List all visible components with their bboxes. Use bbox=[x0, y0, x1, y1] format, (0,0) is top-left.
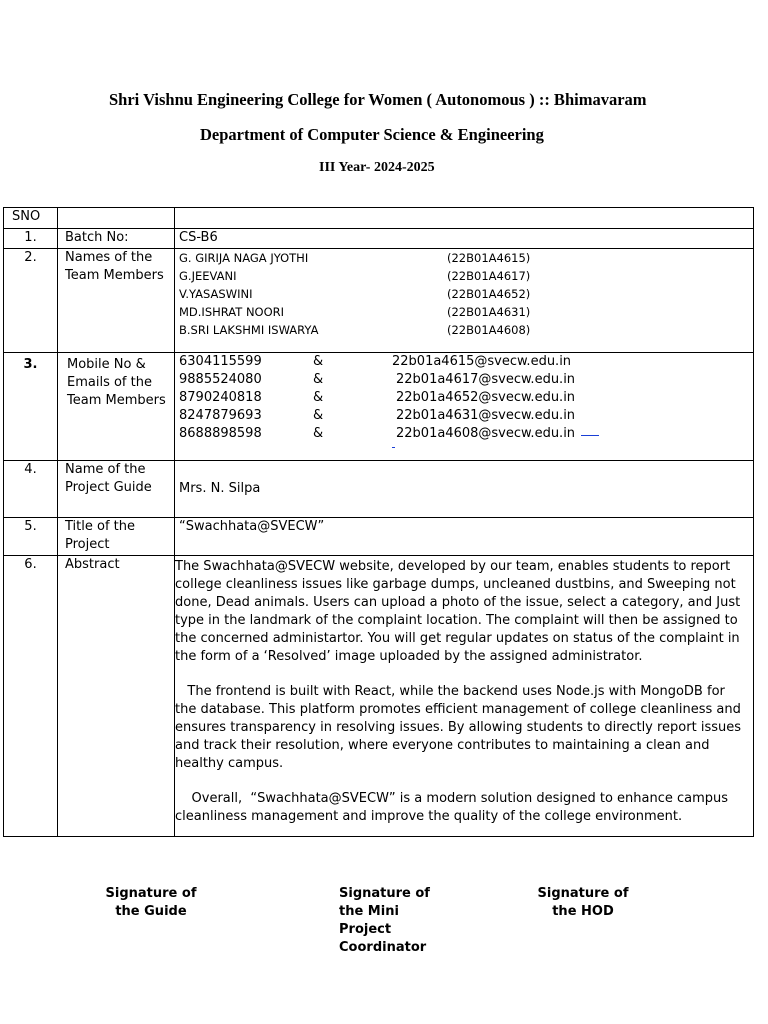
list-item bbox=[179, 389, 753, 407]
hyperlink-underline bbox=[581, 425, 599, 436]
row-label: Names of the Team Members bbox=[58, 249, 175, 353]
list-item bbox=[179, 321, 753, 339]
list-item bbox=[179, 249, 753, 267]
sno-header: SNO bbox=[4, 208, 58, 229]
row-label: Title of the Project bbox=[58, 518, 175, 556]
team-members-cell bbox=[175, 249, 754, 353]
phone-number: 9885524080 bbox=[179, 372, 262, 387]
row-sno: 1. bbox=[4, 229, 58, 249]
table-row bbox=[4, 461, 754, 518]
ampersand: & bbox=[313, 408, 324, 423]
row-label: Mobile No & Emails of the Team Members bbox=[58, 353, 175, 461]
phone-number: 6304115599 bbox=[179, 354, 262, 369]
phone-number: 8247879693 bbox=[179, 408, 262, 423]
member-roll: (22B01A4615) bbox=[447, 251, 531, 265]
member-name: V.YASASWINI bbox=[179, 287, 253, 301]
ampersand: & bbox=[313, 354, 324, 369]
coordinator-signature-label: Signature of the Mini Project Coordinator bbox=[339, 886, 430, 955]
list-item bbox=[179, 353, 753, 371]
phone-number: 8790240818 bbox=[179, 390, 262, 405]
row-label: Name of the Project Guide bbox=[58, 461, 175, 518]
email-address: 22b01a4608@svecw.edu.in bbox=[396, 426, 576, 441]
phone-number: 8688898598 bbox=[179, 426, 262, 441]
guide-name: Mrs. N. Silpa bbox=[175, 461, 754, 518]
table-row bbox=[4, 518, 754, 556]
stray-link-mark bbox=[179, 443, 753, 457]
member-name: G. GIRIJA NAGA JYOTHI bbox=[179, 251, 309, 265]
academic-year: III Year- 2024-2025 bbox=[319, 160, 435, 175]
member-name: MD.ISHRAT NOORI bbox=[179, 305, 285, 319]
abstract-text bbox=[175, 556, 754, 837]
abstract-paragraph: Overall, “Swachhata@SVECW” is a modern solution designed to enhance campus cleanliness management and improve the quality of the college environment. bbox=[175, 791, 733, 824]
list-item bbox=[179, 425, 753, 443]
row-label: Batch No: bbox=[58, 229, 175, 249]
row-sno: 5. bbox=[4, 518, 58, 556]
member-name: G.JEEVANI bbox=[179, 269, 237, 283]
member-roll: (22B01A4617) bbox=[447, 269, 531, 283]
row-sno: 6. bbox=[4, 556, 58, 837]
abstract-paragraph: The Swachhata@SVECW website, developed by our team, enables students to report college cleanliness issues like garbage dumps, uncleaned dustbins, and Sweeping not done, Dead animals. Users can upload a photo of the issue, select a category, and Just type in the landmark of the complaint location. The complaint will then be assigned to the concerned administartor. You will get regular updates on status of the complaint in the form of a ‘Resolved’ image uploaded by the assigned administrator. bbox=[175, 559, 741, 664]
list-item bbox=[179, 371, 753, 389]
list-item bbox=[179, 285, 753, 303]
table-header-row bbox=[4, 208, 754, 229]
row-sno: 4. bbox=[4, 461, 58, 518]
list-item bbox=[179, 303, 753, 321]
row-sno: 2. bbox=[4, 249, 58, 353]
list-item bbox=[179, 267, 753, 285]
guide-signature-label: Signature of the Guide bbox=[105, 886, 197, 919]
ampersand: & bbox=[313, 390, 324, 405]
contacts-cell bbox=[175, 353, 754, 461]
department-name: Department of Computer Science & Engineering bbox=[200, 125, 544, 144]
email-address: 22b01a4617@svecw.edu.in bbox=[396, 372, 576, 387]
row-sno: 3. bbox=[4, 353, 58, 461]
member-roll: (22B01A4631) bbox=[447, 305, 531, 319]
email-address: 22b01a4631@svecw.edu.in bbox=[396, 408, 576, 423]
header-blank-cell bbox=[58, 208, 175, 229]
ampersand: & bbox=[313, 372, 324, 387]
hod-signature-label: Signature of the HOD bbox=[537, 886, 629, 919]
project-details-table bbox=[3, 207, 754, 837]
ampersand: & bbox=[313, 426, 324, 441]
row-label: Abstract bbox=[58, 556, 175, 837]
table-row bbox=[4, 249, 754, 353]
email-address: 22b01a4652@svecw.edu.in bbox=[396, 390, 576, 405]
member-name: B.SRI LAKSHMI ISWARYA bbox=[179, 323, 319, 337]
project-title: “Swachhata@SVECW” bbox=[175, 518, 754, 556]
batch-number: CS-B6 bbox=[175, 229, 754, 249]
email-address: 22b01a4615@svecw.edu.in bbox=[392, 354, 572, 369]
table-row bbox=[4, 556, 754, 837]
member-roll: (22B01A4652) bbox=[447, 287, 531, 301]
header-blank-cell bbox=[175, 208, 754, 229]
member-roll: (22B01A4608) bbox=[447, 323, 531, 337]
abstract-paragraph: The frontend is built with React, while the backend uses Node.js with MongoDB for the database. This platform promotes efficient management of college cleanliness and ensures transparency in resolving issues. By allowing students to directly report issues and track their resolution, where everyone contributes to maintaining a clean and healthy campus. bbox=[175, 684, 746, 771]
table-row bbox=[4, 229, 754, 249]
table-row bbox=[4, 353, 754, 461]
college-name: Shri Vishnu Engineering College for Women ( Autonomous ) :: Bhimavaram bbox=[109, 90, 647, 109]
list-item bbox=[179, 407, 753, 425]
